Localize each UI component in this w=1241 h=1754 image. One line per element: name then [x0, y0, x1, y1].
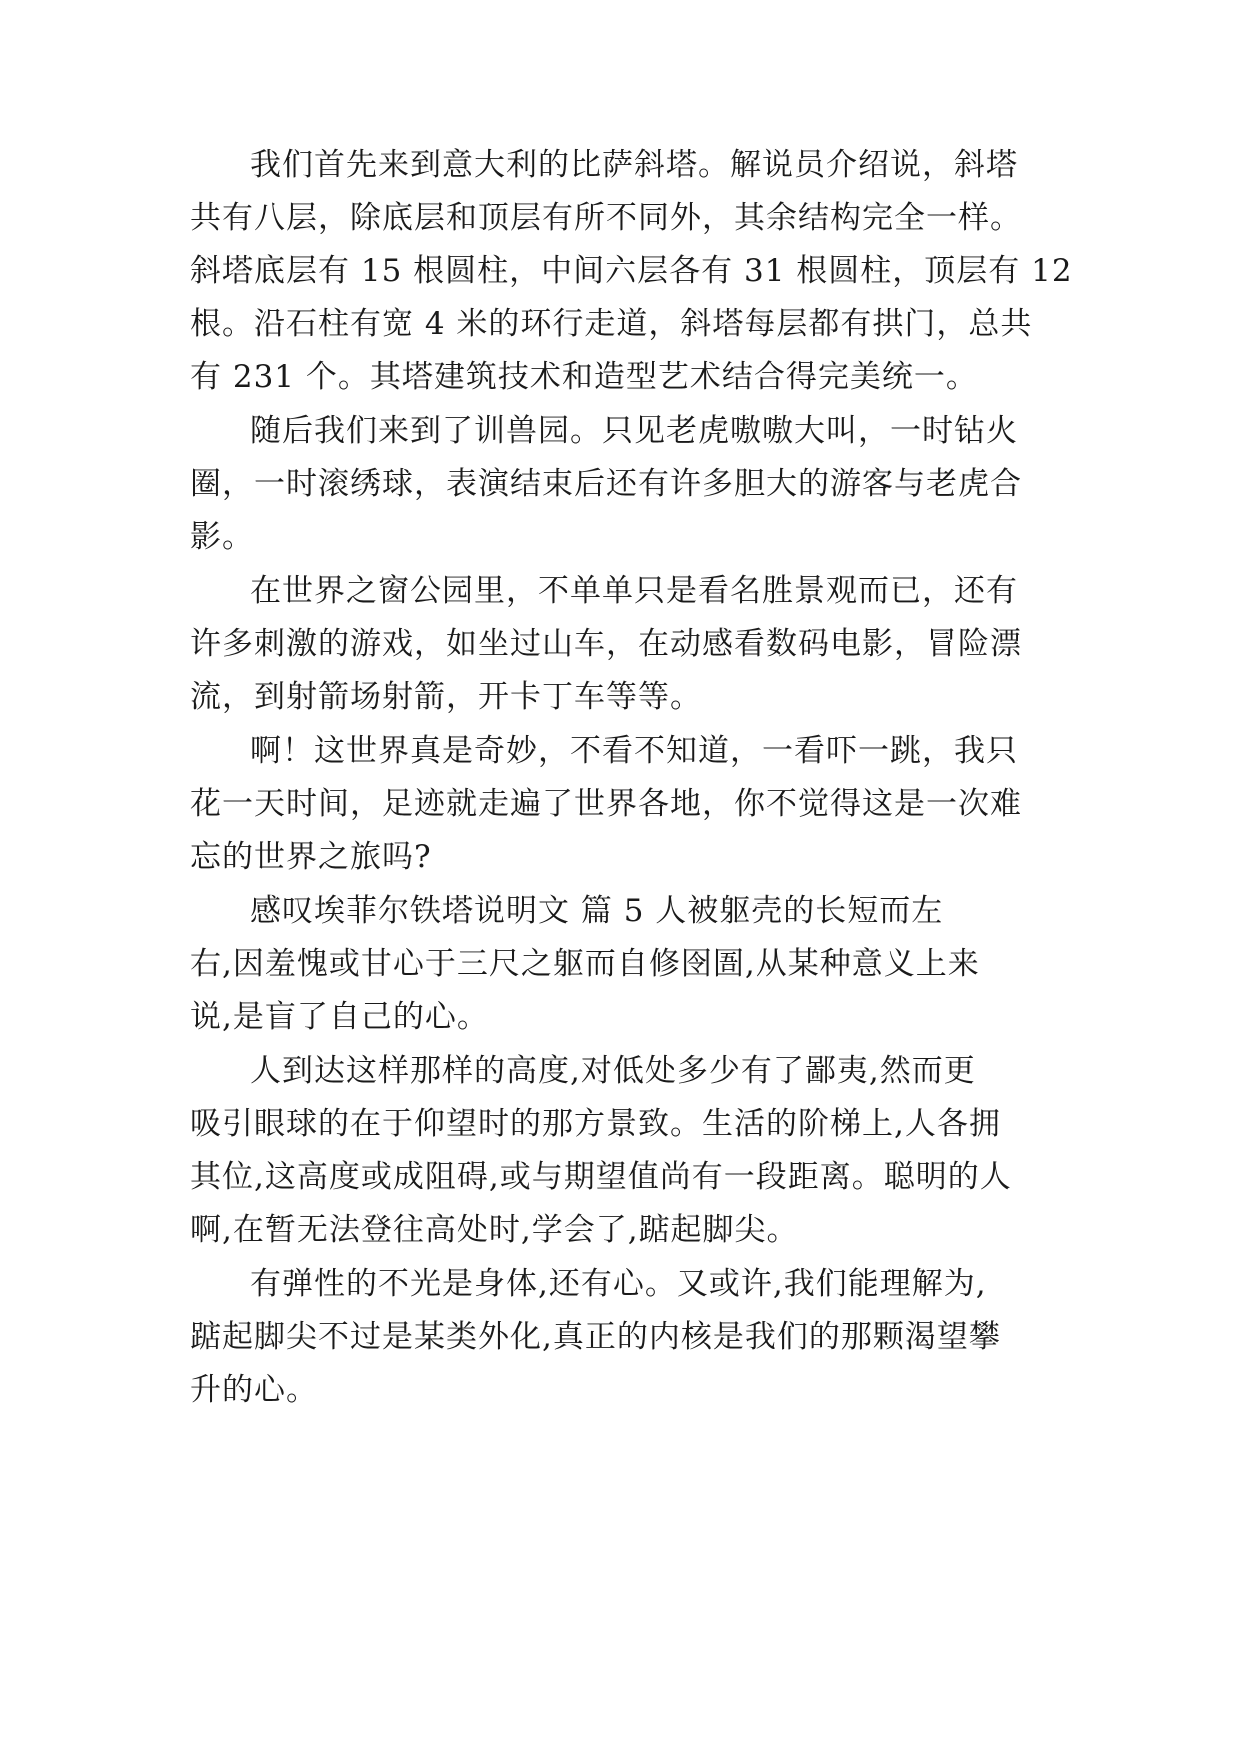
text-line: 右,因羞愧或甘心于三尺之躯而自修囹圄,从某种意义上来 — [190, 946, 980, 982]
text-line: 共有八层，除底层和顶层有所不同外，其余结构完全一样。 — [190, 200, 1022, 236]
text-line: 斜塔底层有 15 根圆柱，中间六层各有 31 根圆柱，顶层有 12 — [190, 253, 1073, 289]
text-line: 圈，一时滚绣球，表演结束后还有许多胆大的游客与老虎合 — [190, 466, 1022, 502]
text-line: 感叹埃菲尔铁塔说明文 篇 5 人被躯壳的长短而左 — [250, 893, 944, 929]
text-line: 流，到射箭场射箭，开卡丁车等等。 — [190, 679, 702, 715]
text-line: 其位,这高度或成阻碍,或与期望值尚有一段距离。聪明的人 — [190, 1159, 1012, 1195]
text-line: 踮起脚尖不过是某类外化,真正的内核是我们的那颗渴望攀 — [190, 1319, 1001, 1355]
text-line: 忘的世界之旅吗? — [190, 839, 432, 875]
text-line: 人到达这样那样的高度,对低处多少有了鄙夷,然而更 — [250, 1053, 976, 1089]
text-line: 许多刺激的游戏，如坐过山车，在动感看数码电影，冒险漂 — [190, 626, 1022, 662]
text-line: 说,是盲了自己的心。 — [190, 999, 489, 1035]
text-line: 吸引眼球的在于仰望时的那方景致。生活的阶梯上,人各拥 — [190, 1106, 1001, 1142]
text-line: 升的心。 — [190, 1372, 318, 1408]
text-line: 在世界之窗公园里，不单单只是看名胜景观而已，还有 — [250, 573, 1018, 609]
text-line: 有弹性的不光是身体,还有心。又或许,我们能理解为, — [250, 1266, 987, 1302]
text-line: 啊！这世界真是奇妙，不看不知道，一看吓一跳，我只 — [250, 733, 1018, 769]
text-line: 有 231 个。其塔建筑技术和造型艺术结合得完美统一。 — [190, 359, 978, 395]
text-line: 我们首先来到意大利的比萨斜塔。解说员介绍说，斜塔 — [250, 147, 1018, 183]
text-line: 随后我们来到了训兽园。只见老虎嗷嗷大叫，一时钻火 — [250, 413, 1018, 449]
text-line: 根。沿石柱有宽 4 米的环行走道，斜塔每层都有拱门，总共 — [190, 306, 1033, 342]
text-line: 花一天时间，足迹就走遍了世界各地，你不觉得这是一次难 — [190, 786, 1022, 822]
text-line: 影。 — [190, 519, 254, 555]
text-line: 啊,在暂无法登往高处时,学会了,踮起脚尖。 — [190, 1212, 799, 1248]
